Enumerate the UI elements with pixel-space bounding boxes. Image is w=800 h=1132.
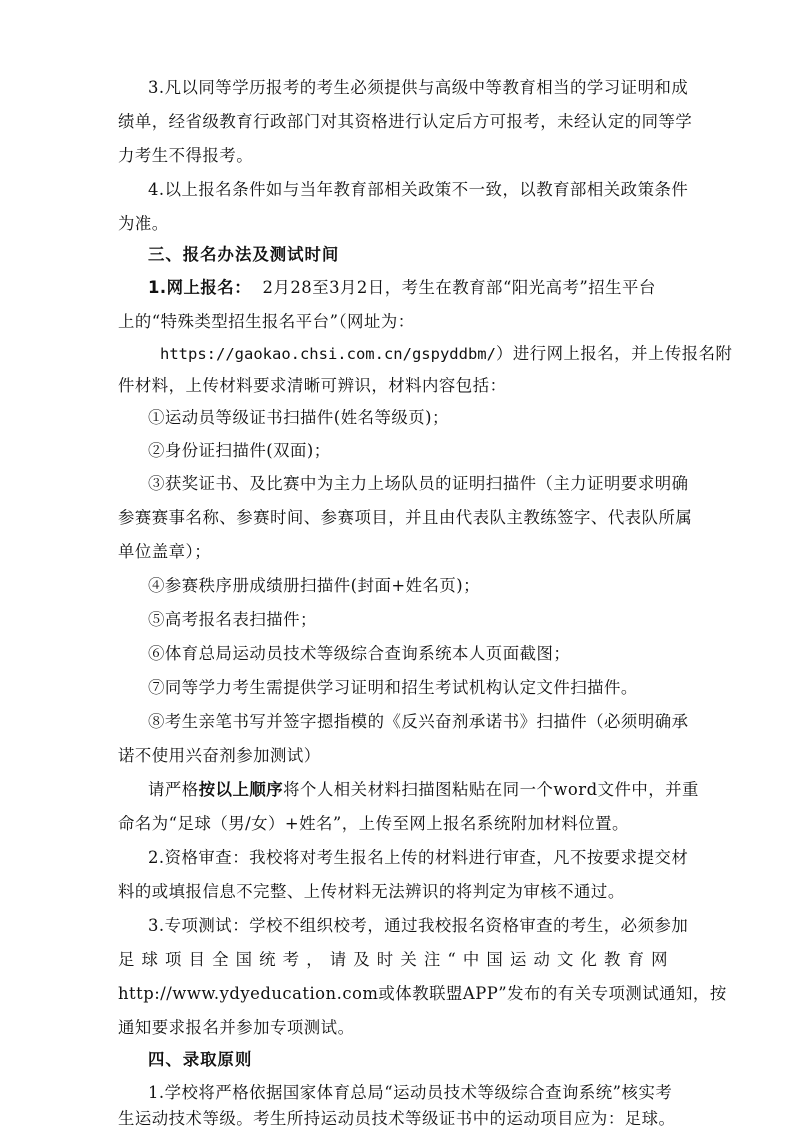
online-registration-line3 [160,343,732,365]
para-cond4-line1: 4.以上报名条件如与当年教育部相关政策不一致，以教育部相关政策条件 [148,180,689,199]
online-registration-line2: 上的“特殊类型招生报名平台”（网址为： [118,312,415,331]
material-item-6: ⑥体育总局运动员技术等级综合查询系统本人页面截图； [148,644,571,663]
test-line3: http://www.ydyeducation.com或体教联盟APP”发布的有关专项测试通知，按 [118,984,727,1003]
registration-url: https://gaokao.chsi.com.cn/gspyddbm/ [160,345,496,363]
order-instruction-emphasis: 按以上顺序 [198,780,284,799]
material-item-7: ⑦同等学力考生需提供学习证明和招生考试机构认定文件扫描件。 [148,678,638,697]
material-item-4: ④参赛秩序册成绩册扫描件(封面+姓名页)； [148,576,481,595]
order-instruction-post: 将个人相关材料扫描图粘贴在同一个word文件中，并重 [283,780,699,799]
para-cond3-line1: 3.凡以同等学历报考的考生必须提供与高级中等教育相当的学习证明和成 [148,78,689,97]
section-title-registration: 三、报名办法及测试时间 [148,245,340,264]
order-instruction-line2: 命名为“足球（男/女）+姓名”，上传至网上报名系统附加材料位置。 [118,814,629,833]
material-item-2: ②身份证扫描件(双面)； [148,441,331,460]
section-title-admission: 四、录取原则 [148,1050,253,1069]
test-line2: 足球项目全国统考，请及时关注“中国运动文化教育网 [118,950,668,969]
admission-line1: 1.学校将严格依据国家体育总局“运动员技术等级综合查询系统”核实考 [148,1083,673,1102]
admission-line2: 生运动技术等级。考生所持运动员技术等级证书中的运动项目应为：足球。 [118,1109,676,1128]
test-line4: 通知要求报名并参加专项测试。 [118,1018,355,1037]
material-item-8-line1: ⑧考生亲笔书写并签字摁指模的《反兴奋剂承诺书》扫描件（必须明确承 [148,712,689,731]
order-instruction-line1 [148,779,699,801]
online-registration-dates: 2月28至3月2日，考生在教育部“阳光高考”招生平台 [262,278,656,297]
order-instruction-pre: 请严格 [148,780,199,799]
material-item-1: ①运动员等级证书扫描件(姓名等级页)； [148,408,449,427]
review-line2: 料的或填报信息不完整、上传材料无法辨识的将判定为审核不通过。 [118,882,625,901]
online-registration-line1 [148,277,656,299]
material-item-8-line2: 诺不使用兴奋剂参加测试） [118,746,321,765]
test-line1: 3.专项测试：学校不组织校考，通过我校报名资格审查的考生，必须参加 [148,916,689,935]
para-cond4-line2: 为准。 [118,214,169,233]
material-item-3-line2: 参赛赛事名称、参赛时间、参赛项目，并且由代表队主教练签字、代表队所属 [118,508,693,527]
material-item-5: ⑤高考报名表扫描件； [148,610,317,629]
online-registration-line3-rest: ）进行网上报名，并上传报名附 [495,344,733,363]
para-cond3-line3: 力考生不得报考。 [118,146,254,165]
review-line1: 2.资格审查：我校将对考生报名上传的材料进行审查，凡不按要求提交材 [148,848,689,867]
online-registration-label: 1.网上报名： [148,278,252,297]
online-registration-line4: 件材料，上传材料要求清晰可辨识，材料内容包括： [118,376,507,395]
para-cond3-line2: 绩单，经省级教育行政部门对其资格进行认定后方可报考，未经认定的同等学 [118,112,693,131]
material-item-3-line1: ③获奖证书、及比赛中为主力上场队员的证明扫描件（主力证明要求明确 [148,474,689,493]
material-item-3-line3: 单位盖章）； [118,542,212,561]
